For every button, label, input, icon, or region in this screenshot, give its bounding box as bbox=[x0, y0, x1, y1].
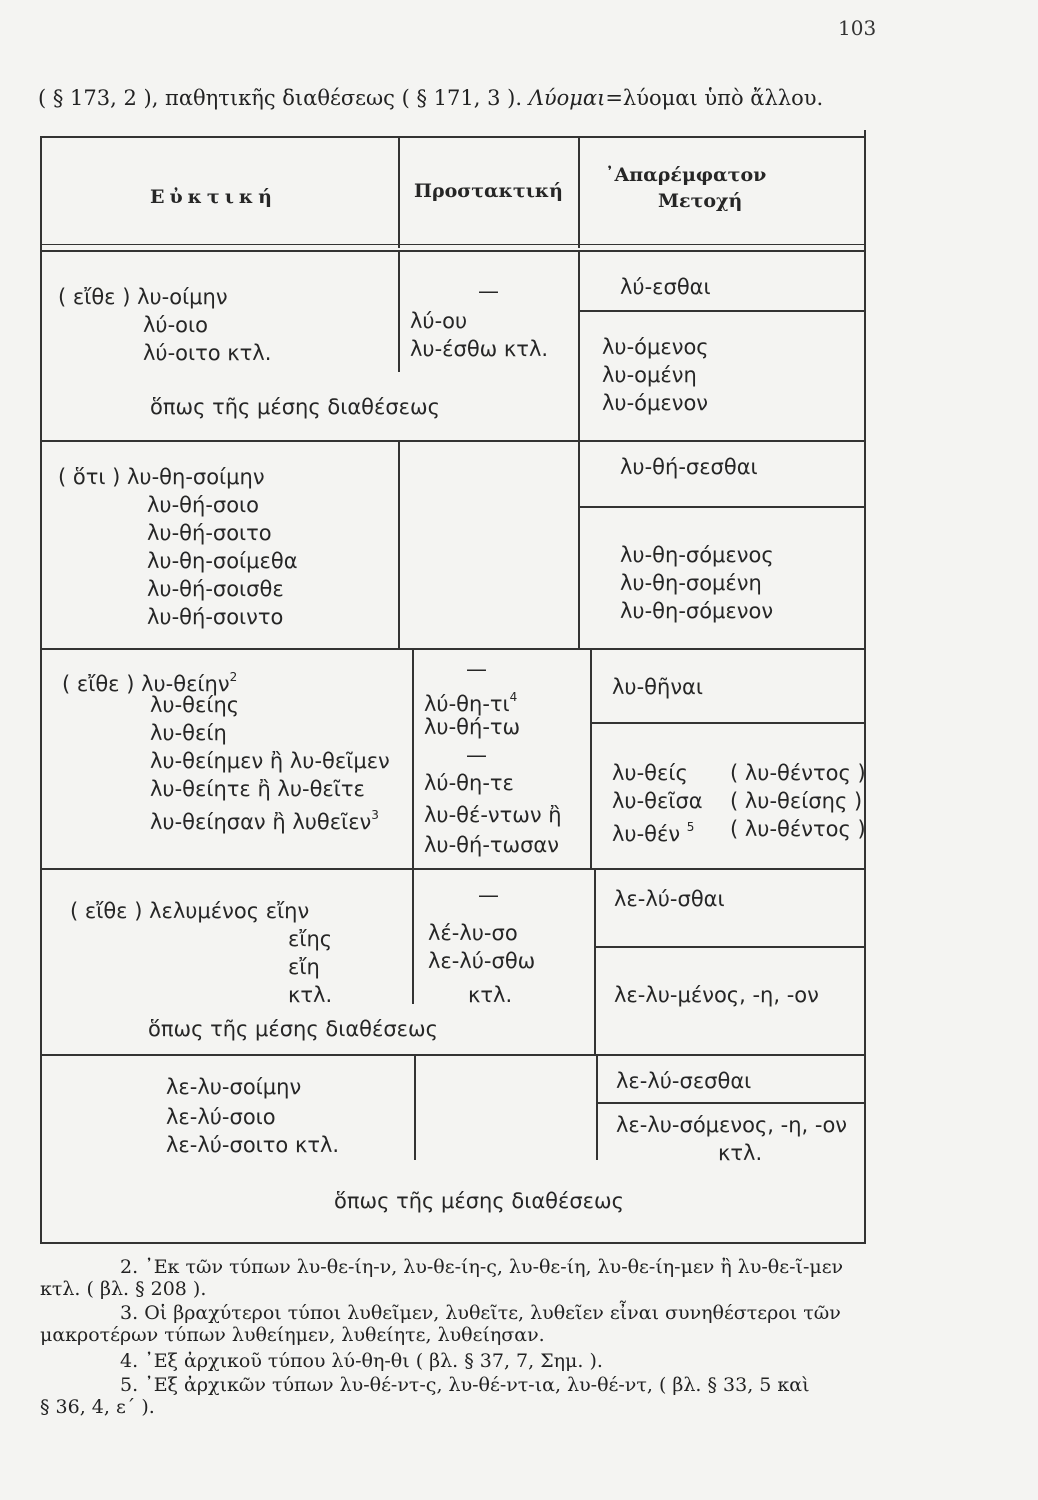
r3-imp-3: — bbox=[466, 743, 487, 767]
r3-part-1: λυ-θεῖσα bbox=[612, 789, 703, 813]
footnote-ref-5: 5 bbox=[686, 820, 695, 834]
r3-imp-5: λυ-θέ-ντων ἢ bbox=[424, 803, 562, 827]
r4-imp-2: λε-λύ-σθω bbox=[428, 949, 536, 973]
page-number: 103 bbox=[838, 16, 877, 40]
header-participle: Μετοχή bbox=[658, 190, 743, 212]
r2-part-2: λυ-θη-σόμενον bbox=[620, 599, 774, 623]
r3-part-gen-1: ( λυ-θείσης ) bbox=[730, 789, 863, 813]
r2-opt-3: λυ-θη-σοίμεθα bbox=[147, 549, 298, 573]
header-infinitive: ᾿Απαρέμφατον bbox=[605, 164, 767, 186]
r5-inf: λε-λύ-σεσθαι bbox=[616, 1069, 752, 1093]
r2-part-1: λυ-θη-σομένη bbox=[620, 571, 762, 595]
r1-middle-note: ὅπως τῆς μέσης διαθέσεως bbox=[150, 395, 440, 419]
footnote-5: 5. ᾿Εξ ἀρχικῶν τύπων λυ-θέ-ντ-ς, λυ-θέ-ντ-ια, λυ-θέ-ντ, ( βλ. § 33, 5 καὶ § 36, 4, ε΄ ). bbox=[40, 1374, 810, 1418]
r1-part-0: λυ-όμενος bbox=[602, 335, 709, 359]
r3-opt-5: λυ-θείησαν ἢ λυθεῖεν$^3$ bbox=[150, 808, 379, 834]
r1-imp-0: — bbox=[478, 279, 499, 303]
footnote-3: 3. Οἱ βραχύτεροι τύποι λυθεῖμεν, λυθεῖτε, λυθεῖεν εἶναι συνηθέστεροι τῶν μακροτέρων τύπων λυθείημεν, λυθείητε, λυθείησαν. bbox=[40, 1302, 841, 1346]
heading-rest: =λύομαι ὑπὸ ἄλλου. bbox=[605, 86, 824, 110]
r3-part-gen-0: ( λυ-θέντος ) bbox=[730, 761, 866, 785]
r3-opt-2: λυ-θείη bbox=[150, 721, 227, 745]
footnote-ref-2: 2 bbox=[229, 670, 238, 684]
r4-imp-1: λέ-λυ-σο bbox=[428, 921, 518, 945]
r4-opt-1: εἴης bbox=[288, 927, 333, 951]
r3-imp-4: λύ-θη-τε bbox=[424, 771, 514, 795]
r4-middle-note: ὅπως τῆς μέσης διαθέσεως bbox=[148, 1017, 438, 1041]
r1-opt-2: λύ-οιτο κτλ. bbox=[143, 341, 272, 365]
r5-opt-0: λε-λυ-σοίμην bbox=[166, 1075, 302, 1099]
r3-imp-2: λυ-θή-τω bbox=[424, 715, 521, 739]
r3-opt-4: λυ-θείητε ἢ λυ-θεῖτε bbox=[150, 777, 365, 801]
r3-imp-0: — bbox=[466, 657, 487, 681]
r5-middle-note: ὅπως τῆς μέσης διαθέσεως bbox=[334, 1189, 624, 1213]
r5-opt-1: λε-λύ-σοιο bbox=[166, 1105, 276, 1129]
footnote-ref-3: 3 bbox=[371, 808, 379, 822]
r1-opt-1: λύ-οιο bbox=[143, 313, 208, 337]
r1-imp-2: λυ-έσθω κτλ. bbox=[410, 337, 549, 361]
r3-opt-3: λυ-θείημεν ἢ λυ-θεῖμεν bbox=[150, 749, 390, 773]
r4-imp-3: κτλ. bbox=[468, 983, 513, 1007]
r5-part-1: κτλ. bbox=[718, 1141, 763, 1165]
r1-imp-1: λύ-ου bbox=[410, 309, 468, 333]
footnote-4: 4. ᾿Εξ ἀρχικοῦ τύπου λύ-θη-θι ( βλ. § 37, 7, Σημ. ). bbox=[120, 1350, 603, 1372]
r2-opt-1: λυ-θή-σοιο bbox=[147, 493, 260, 517]
r2-inf: λυ-θή-σεσθαι bbox=[620, 455, 758, 479]
r3-part-gen-2: ( λυ-θέντος ) bbox=[730, 817, 866, 841]
r4-part: λε-λυ-μένος, -η, -ον bbox=[614, 983, 819, 1007]
header-imperative: Προστακτική bbox=[414, 180, 563, 202]
r2-part-0: λυ-θη-σόμενος bbox=[620, 543, 774, 567]
r1-part-2: λυ-όμενον bbox=[602, 391, 709, 415]
r5-part-0: λε-λυ-σόμενος, -η, -ον bbox=[616, 1113, 848, 1137]
r4-inf: λε-λύ-σθαι bbox=[614, 887, 725, 911]
r3-part-0: λυ-θείς bbox=[612, 761, 688, 785]
footnote-ref-4: 4 bbox=[509, 690, 518, 704]
r2-opt-0: ( ὅτι ) λυ-θη-σοίμην bbox=[58, 465, 265, 489]
r4-imp-0: — bbox=[478, 883, 499, 907]
footnote-2: 2. ᾿Εκ τῶν τύπων λυ-θε-ίη-ν, λυ-θε-ίη-ς, λυ-θε-ίη, λυ-θε-ίη-μεν ἢ λυ-θε-ῖ-μεν κτλ. ( βλ. § 208 ). bbox=[40, 1256, 844, 1300]
heading-refs: ( § 173, 2 ), παθητικῆς διαθέσεως ( § 171, 3 ). bbox=[38, 86, 522, 110]
page-heading bbox=[38, 86, 823, 110]
r2-opt-4: λυ-θή-σοισθε bbox=[147, 577, 284, 601]
r3-part-2: λυ-θέν $^5$ bbox=[612, 820, 695, 846]
r2-opt-5: λυ-θή-σοιντο bbox=[147, 605, 284, 629]
r5-opt-2: λε-λύ-σοιτο κτλ. bbox=[166, 1133, 340, 1157]
r1-opt-0: ( εἴθε ) λυ-οίμην bbox=[58, 285, 228, 309]
r1-inf: λύ-εσθαι bbox=[620, 275, 711, 299]
header-optative: Εὐκτική bbox=[150, 186, 277, 208]
r3-imp-1: $\lambda ύ-\theta\eta-\tau\iota^4$ bbox=[424, 690, 518, 716]
r3-inf: λυ-θῆναι bbox=[612, 675, 703, 699]
r4-opt-3: κτλ. bbox=[288, 983, 333, 1007]
r1-part-1: λυ-ομένη bbox=[602, 363, 697, 387]
r4-opt-2: εἴη bbox=[288, 955, 320, 979]
r3-opt-1: λυ-θείης bbox=[150, 693, 240, 717]
heading-italic-term: Λύομαι bbox=[528, 86, 606, 110]
r3-opt-0: ( εἴθε ) λυ-θείην$^2$ bbox=[62, 670, 238, 696]
r2-opt-2: λυ-θή-σοιτο bbox=[147, 521, 272, 545]
r4-opt-0: ( εἴθε ) λελυμένος εἴην bbox=[70, 899, 310, 923]
r3-imp-6: λυ-θή-τωσαν bbox=[424, 833, 560, 857]
